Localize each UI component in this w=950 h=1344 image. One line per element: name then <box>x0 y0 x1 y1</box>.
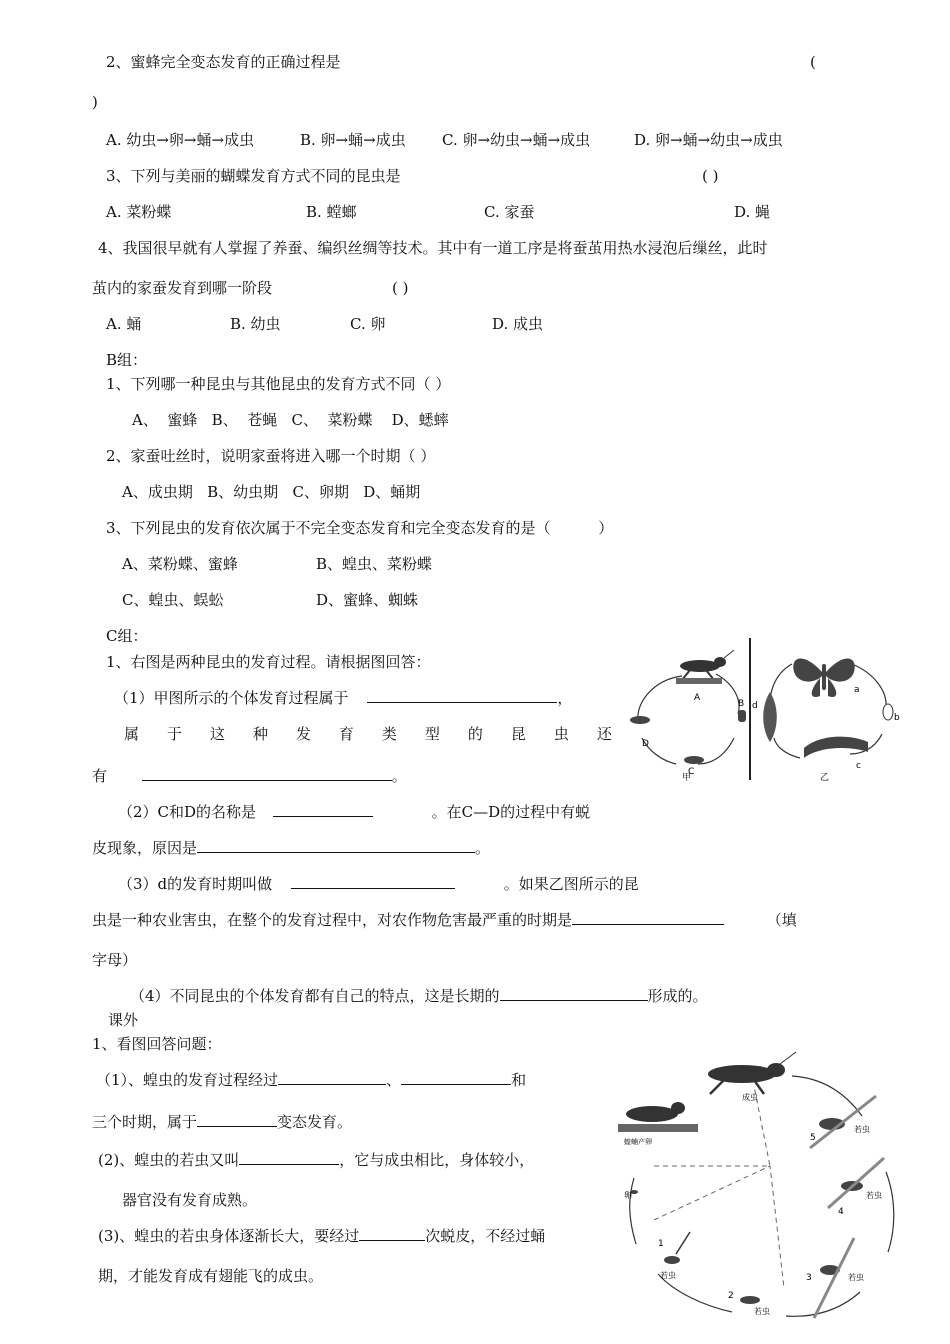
c-q1-p1-char: 属 <box>124 725 140 743</box>
figure-label-d: d <box>752 701 758 711</box>
caterpillar <box>804 737 868 758</box>
c-q1-p2-line1 <box>118 802 590 822</box>
extra-q1-p1-line1 <box>96 1070 526 1090</box>
locust-label-egg: 卵 <box>624 1191 632 1200</box>
c-q1-p1-line1 <box>114 688 572 708</box>
c-q1-p1-end: ， <box>557 689 573 707</box>
b-q1-options: A、 蜜蜂 B、 苍蝇 C、 菜粉蝶 D、蟋蟀 <box>132 411 449 429</box>
c-q1-p2-end: 。在C—D的过程中有蜕 <box>431 803 591 821</box>
figure-label-A: A <box>694 693 701 703</box>
c-q1-p2-line2 <box>92 838 490 858</box>
nymph-c <box>684 756 704 764</box>
a-q2-option-b: B. 卵→蛹→成虫 <box>300 131 406 149</box>
cycle-arrow <box>774 738 800 758</box>
a-q3-option-a: A. 菜粉蝶 <box>106 203 172 221</box>
c-q1-p1-char: 类 <box>381 725 397 743</box>
locust-stage-1: 1 <box>658 1239 664 1249</box>
extra-q1-p3-line1 <box>98 1226 545 1246</box>
figure-label-yi: 乙 <box>820 773 830 783</box>
c-q1-p1-char: 种 <box>252 725 268 743</box>
a-q2-paren-open: ( <box>810 53 816 71</box>
a-q4-option-c: C. 卵 <box>350 315 386 333</box>
a-q2-stem: 2、蜜蜂完全变态发育的正确过程是 <box>106 53 341 71</box>
c-q1-p1-end2: 。 <box>391 767 407 785</box>
extra-q1-intro: 1、看图回答问题： <box>92 1035 222 1053</box>
a-q2-option-a: A. 幼虫→卵→蛹→成虫 <box>106 131 255 149</box>
extra-title: 课外 <box>108 1011 139 1029</box>
c-q1-p1-char: 育 <box>338 725 354 743</box>
figure-label-D: D <box>642 739 649 749</box>
a-q2-option-d: D. 卵→蛹→幼虫→成虫 <box>634 131 783 149</box>
c-q1-p1-char: 这 <box>209 725 225 743</box>
extra-q1-p3-line2: 期，才能发育成有翅能飞的成虫。 <box>98 1267 324 1285</box>
c-q1-p1-char: 虫 <box>553 725 569 743</box>
c-q1-p3-blank2[interactable] <box>572 910 724 925</box>
c-q1-p1-char: 型 <box>424 725 440 743</box>
a-q2-option-c: C. 卵→幼虫→蛹→成虫 <box>442 131 591 149</box>
c-q1-p4-blank[interactable] <box>500 986 648 1001</box>
nymph-d <box>630 716 650 724</box>
locust-label-nymph2: 若虫 <box>754 1307 770 1316</box>
locust-stage-2: 2 <box>728 1291 734 1301</box>
locust-stage-4: 4 <box>838 1207 844 1217</box>
figure-label-B: B <box>738 699 745 709</box>
c-q1-p3-line1 <box>118 874 639 894</box>
locust-development-figure <box>614 1048 914 1330</box>
locust-nymph-4 <box>828 1158 884 1208</box>
c-q1-p1-have: 有 <box>92 767 108 785</box>
locust-label-nymph4: 若虫 <box>866 1191 882 1200</box>
figure-label-b: b <box>894 713 900 723</box>
grasshopper-adult <box>680 650 734 680</box>
locust-laying-eggs <box>618 1102 698 1132</box>
grasshopper-cycle <box>638 674 739 764</box>
locust-stage-5: 5 <box>810 1133 816 1143</box>
b-q3-option-b: B、蝗虫、菜粉蝶 <box>316 555 433 573</box>
extra-p1-blank1[interactable] <box>278 1070 386 1085</box>
c-q1-p1-line3 <box>92 766 407 786</box>
c-q1-p4-text: （4）不同昆虫的个体发育都有自己的特点，这是长期的 <box>130 987 500 1005</box>
a-q3-stem: 3、下列与美丽的蝴蝶发育方式不同的昆虫是 <box>106 167 401 185</box>
pupa <box>763 692 777 742</box>
extra-q1-p2-line2: 器官没有发育成熟。 <box>122 1191 258 1209</box>
a-q3-option-c: C. 家蚕 <box>484 203 535 221</box>
c-q1-p4-line <box>130 986 708 1006</box>
c-q1-p4-end: 形成的。 <box>647 987 708 1005</box>
locust-nymph-5 <box>810 1096 876 1148</box>
b-q3-option-d: D、蜜蜂、蜘蛛 <box>316 591 419 609</box>
extra-p1-end: 变态发育。 <box>277 1113 353 1131</box>
b-q1-stem: 1、下列哪一种昆虫与其他昆虫的发育方式不同（ ） <box>106 375 451 393</box>
extra-p3-blank[interactable] <box>359 1226 425 1241</box>
cycle-arrow <box>852 664 886 704</box>
a-q3-option-b: B. 螳螂 <box>306 203 357 221</box>
b-title: B组： <box>106 351 148 369</box>
butterfly-adult <box>793 658 854 697</box>
a-q3-paren: ( ) <box>702 167 719 185</box>
a-q2-paren-close: ) <box>92 93 98 111</box>
b-q3-stem: 3、下列昆虫的发育依次属于不完全变态发育和完全变态发育的是（ ） <box>106 519 614 537</box>
figure-label-a: a <box>854 685 860 695</box>
extra-p1-text2: 三个时期，属于 <box>92 1113 198 1131</box>
c-q1-p3-text2: 虫是一种农业害虫，在整个的发育过程中，对农作物危害最严重的时期是 <box>92 911 573 929</box>
extra-p2-blank[interactable] <box>239 1150 339 1165</box>
extra-q1-p2-line1 <box>98 1150 534 1170</box>
c-q1-p3-end2: （填 <box>766 911 797 929</box>
grass-ground <box>676 678 722 684</box>
c-q1-p2-text2: 皮现象，原因是 <box>92 839 198 857</box>
extra-p2-end: ，它与成虫相比，身体较小， <box>339 1151 535 1169</box>
locust-stage-3: 3 <box>806 1273 812 1283</box>
figure-label-c: c <box>856 761 861 771</box>
a-q4-option-d: D. 成虫 <box>492 315 544 333</box>
extra-p2-text: (2)、蝗虫的若虫又叫 <box>98 1151 240 1169</box>
locust-label-nymph1: 若虫 <box>660 1271 676 1280</box>
c-q1-p1-char: 还 <box>596 725 612 743</box>
locust-label-nymph3: 若虫 <box>848 1273 864 1282</box>
a-q4-option-b: B. 幼虫 <box>230 315 281 333</box>
extra-p3-text: (3)、蝗虫的若虫身体逐渐长大，要经过 <box>98 1227 360 1245</box>
c-q1-p1-blank[interactable] <box>367 688 557 703</box>
locust-nymph-1 <box>664 1232 690 1264</box>
c-q1-p1-char: 于 <box>166 725 182 743</box>
c-q1-p3-text: （3）d的发育时期叫做 <box>118 875 273 893</box>
locust-adult <box>708 1052 796 1094</box>
extra-p3-end: 次蜕皮，不经过蛹 <box>425 1227 546 1245</box>
c-q1-p1-blank2[interactable] <box>142 766 392 781</box>
c-q1-p3-blank[interactable] <box>291 874 455 889</box>
c-q1-p2-text: （2）C和D的名称是 <box>118 803 257 821</box>
c-q1-p3-end: 。如果乙图所示的昆 <box>503 875 639 893</box>
b-q2-stem: 2、家蚕吐丝时，说明家蚕将进入哪一个时期（ ） <box>106 447 436 465</box>
a-q3-option-d: D. 蝇 <box>734 203 771 221</box>
c-q1-p1-char: 的 <box>467 725 483 743</box>
butterfly-egg <box>883 704 893 720</box>
a-q4-option-a: A. 蛹 <box>106 315 142 333</box>
c-q1-intro: 1、右图是两种昆虫的发育过程。请根据图回答： <box>106 653 431 671</box>
locust-label-laying: 蝗蝻产卵 <box>624 1138 652 1146</box>
c-q1-p3-line2 <box>92 910 797 930</box>
c-q1-p1-char: 发 <box>295 725 311 743</box>
extra-p1-sep: 、 <box>386 1071 402 1089</box>
extra-q1-p1-line2 <box>92 1112 352 1132</box>
c-q1-p1-line2 <box>124 724 612 744</box>
b-q3-option-a: A、菜粉蝶、蜜蜂 <box>122 555 238 573</box>
c-q1-p1-char: 昆 <box>510 725 526 743</box>
b-q3-option-c: C、蝗虫、蜈蚣 <box>122 591 224 609</box>
c-q1-p2-blank2[interactable] <box>197 838 475 853</box>
c-title: C组： <box>106 627 148 645</box>
figure-label-C: C <box>688 767 695 777</box>
b-q2-options: A、成虫期 B、幼虫期 C、卵期 D、蛹期 <box>122 483 421 501</box>
insect-development-figure <box>624 634 904 784</box>
c-q1-p1-text: （1）甲图所示的个体发育过程属于 <box>114 689 349 707</box>
extra-p1-blank2[interactable] <box>401 1070 511 1085</box>
locust-nymph-2 <box>740 1296 760 1304</box>
a-q4-paren: ( ) <box>392 279 409 297</box>
c-q1-p2-blank[interactable] <box>273 802 373 817</box>
locust-label-adult: 成虫 <box>742 1093 758 1102</box>
c-q1-p2-end2: 。 <box>475 839 491 857</box>
egg-pod <box>738 710 746 722</box>
c-q1-p3-line3: 字母） <box>92 951 138 969</box>
extra-p1-text: （1）、蝗虫的发育过程经过 <box>96 1071 279 1089</box>
extra-p1-and: 和 <box>511 1071 527 1089</box>
a-q4-stem-line2: 茧内的家蚕发育到哪一阶段 <box>92 279 273 297</box>
locust-label-nymph5: 若虫 <box>854 1125 870 1134</box>
cycle-arrow <box>638 676 682 720</box>
figure-label-jia: 甲 <box>682 773 692 783</box>
a-q4-stem-line1: 4、我国很早就有人掌握了养蚕、编织丝绸等技术。其中有一道工序是将蚕茧用热水浸泡后缫丝，此时 <box>98 239 768 257</box>
extra-p1-blank3[interactable] <box>197 1112 277 1127</box>
